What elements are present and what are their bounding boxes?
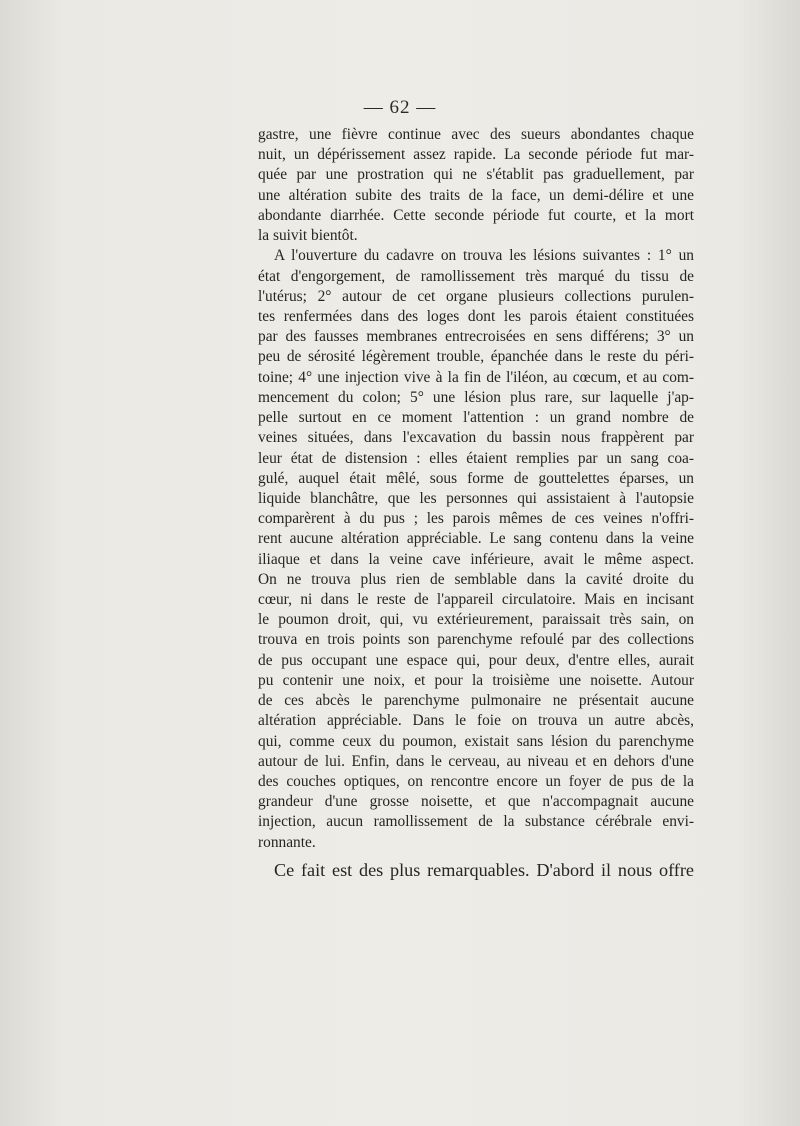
text-line: des couches optiques, on rencontre encore un foyer de pus de la bbox=[258, 773, 694, 790]
text-line: gulé, auquel était mêlé, sous forme de gouttelettes éparses, un bbox=[258, 469, 694, 487]
text-line: veines situées, dans l'excavation du bassin nous frappèrent par bbox=[258, 429, 694, 447]
text-line: la suivit bientôt. bbox=[258, 227, 358, 245]
text-line: altération appréciable. Dans le foie on trouva un autre abcès, bbox=[258, 712, 694, 730]
text-line: A l'ouverture du cadavre on trouva les lésions suivantes : 1° un bbox=[274, 247, 694, 265]
text-line: On ne trouva plus rien de semblable dans la cavité droite du bbox=[258, 570, 694, 588]
page-number: — 62 — bbox=[363, 97, 437, 118]
text-line: par des fausses membranes entrecroisées en sens différens; 3° un bbox=[258, 328, 694, 346]
text-line: cœur, ni dans le reste de l'appareil circulatoire. Mais en incisant bbox=[258, 591, 694, 609]
text-line: abondante diarrhée. Cette seconde période fut courte, et la mort bbox=[258, 206, 694, 224]
main-paragraph bbox=[258, 125, 694, 853]
text-line: iliaque et dans la veine cave inférieure, avait le même aspect. bbox=[258, 550, 694, 568]
text-line: autour de lui. Enfin, dans le cerveau, au niveau et en dehors d'une bbox=[258, 752, 694, 770]
text-line: toine; 4° une injection vive à la fin de l'iléon, au cœcum, et au com- bbox=[258, 368, 694, 386]
text-line: de ces abcès le parenchyme pulmonaire ne présentait aucune bbox=[258, 692, 694, 710]
text-line: gastre, une fièvre continue avec des sueurs abondantes chaque bbox=[258, 126, 694, 143]
text-line: leur état de distension : elles étaient remplies par un sang coa- bbox=[258, 449, 694, 467]
text-line: nuit, un dépérissement assez rapide. La seconde période fut mar- bbox=[258, 146, 694, 164]
text-line: grandeur d'une grosse noisette, et que n'accompagnait aucune bbox=[258, 793, 694, 811]
text-line: l'utérus; 2° autour de cet organe plusieurs collections purulen- bbox=[258, 287, 694, 305]
text-line: trouva en trois points son parenchyme refoulé par des collections bbox=[258, 631, 694, 649]
text-line: peu de sérosité légèrement trouble, épanchée dans le reste du péri- bbox=[258, 348, 694, 366]
text-line: le poumon droit, qui, vu extérieurement, paraissait très sain, on bbox=[258, 611, 694, 629]
text-line: mencement du colon; 5° une lésion plus rare, sur laquelle j'ap- bbox=[258, 388, 694, 406]
text-line: qui, comme ceux du poumon, existait sans lésion du parenchyme bbox=[258, 732, 694, 750]
text-line: pu contenir une noix, et pour la troisième une noisette. Autour bbox=[258, 671, 694, 689]
text-line: liquide blanchâtre, que les personnes qui assistaient à l'autopsie bbox=[258, 489, 694, 507]
text-line: une altération subite des traits de la face, un demi-délire et une bbox=[258, 186, 694, 204]
closing-paragraph: Ce fait est des plus remarquables. D'abord il nous offre bbox=[274, 860, 694, 880]
text-line: quée par une prostration qui ne s'établit pas graduellement, par bbox=[258, 166, 694, 184]
text-line: état d'engorgement, de ramollissement très marqué du tissu de bbox=[258, 267, 694, 285]
text-line: comparèrent à du pus ; les parois mêmes de ces veines n'offri- bbox=[258, 510, 694, 528]
text-line: rent aucune altération appréciable. Le sang contenu dans la veine bbox=[258, 530, 694, 548]
text-line: tes renfermées dans des loges dont les parois étaient constituées bbox=[258, 307, 694, 325]
text-line: ronnante. bbox=[258, 833, 316, 851]
text-line: pelle surtout en ce moment l'attention : un grand nombre de bbox=[258, 409, 694, 427]
text-line: injection, aucun ramollissement de la substance cérébrale envi- bbox=[258, 813, 694, 831]
text-line: de pus occupant une espace qui, pour deux, d'entre elles, aurait bbox=[258, 651, 694, 669]
